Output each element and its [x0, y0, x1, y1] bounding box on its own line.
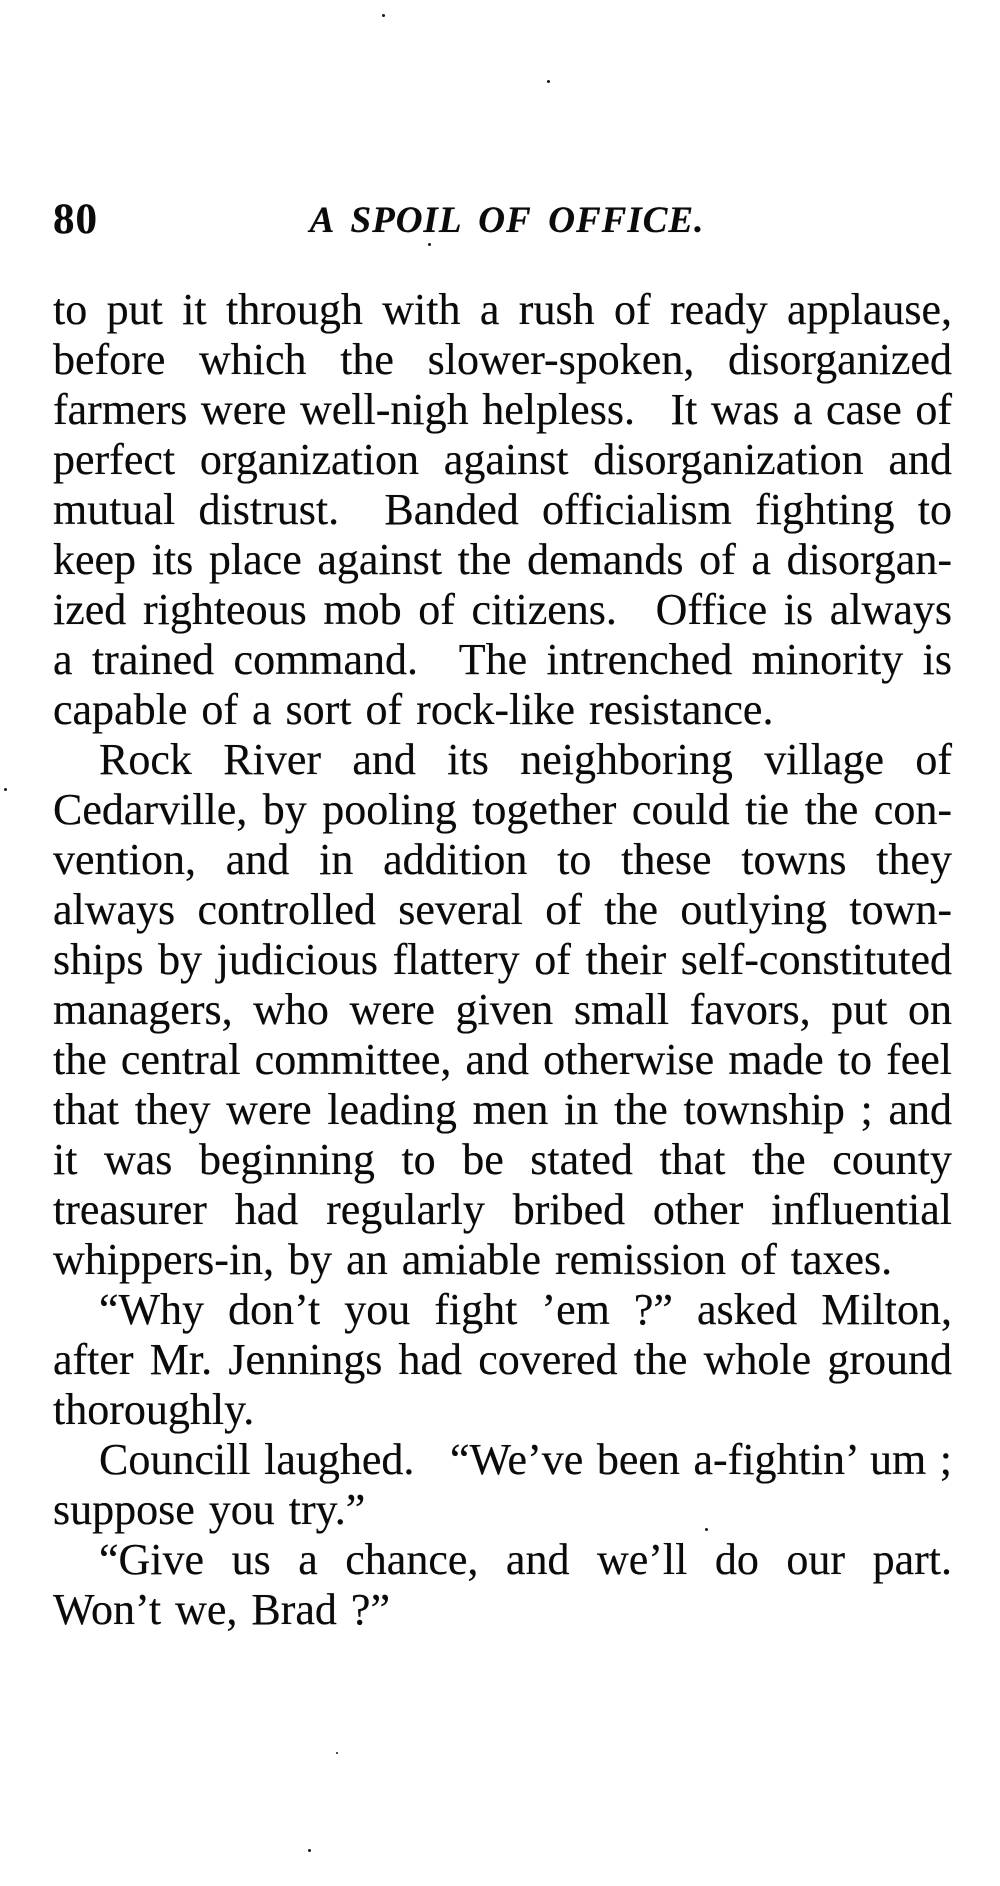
paragraph [53, 285, 952, 735]
page-number: 80 [53, 196, 98, 243]
text-line: “Give us a chance, and we’ll do our part. [99, 1535, 952, 1584]
text-line: ships by judicious flattery of their self-constituted [53, 935, 952, 984]
ink-speck [705, 1528, 708, 1531]
ink-speck [382, 14, 385, 17]
text-line: keep its place against the demands of a disorgan- [53, 535, 952, 584]
running-head [0, 196, 1000, 248]
text-line: ized righteous mob of citizens. Office is always [53, 585, 952, 634]
ink-speck [308, 1849, 311, 1852]
text-line: that they were leading men in the township ; and [53, 1085, 952, 1134]
paragraph [53, 735, 952, 1285]
text-line: thoroughly. [53, 1385, 255, 1434]
text-line: Won’t we, Brad ?” [53, 1585, 390, 1634]
text-line: farmers were well-nigh helpless. It was a case of [53, 385, 952, 434]
text-line: “Why don’t you fight ’em ?” asked Milton, [99, 1285, 952, 1334]
text-line: to put it through with a rush of ready applause, [53, 285, 952, 334]
text-line: after Mr. Jennings had covered the whole ground [53, 1335, 952, 1384]
text-line: a trained command. The intrenched minority is [53, 635, 952, 684]
paragraph [53, 1285, 952, 1435]
text-line: mutual distrust. Banded officialism fighting to [53, 485, 952, 534]
text-line: capable of a sort of rock-like resistance. [53, 685, 774, 734]
text-line: before which the slower-spoken, disorganized [53, 335, 952, 384]
text-line: always controlled several of the outlying town- [53, 885, 952, 934]
paragraph [53, 1435, 952, 1535]
text-line: suppose you try.” [53, 1485, 366, 1534]
ink-speck [428, 243, 431, 246]
ink-speck [336, 1752, 338, 1754]
running-title: A SPOIL OF OFFICE. [309, 200, 705, 241]
text-line: vention, and in addition to these towns they [53, 835, 952, 884]
paragraph [53, 1535, 952, 1635]
ink-speck [4, 788, 7, 791]
ink-speck [547, 80, 550, 83]
text-line: Rock River and its neighboring village of [99, 735, 952, 784]
text-line: Cedarville, by pooling together could tie the con- [53, 785, 952, 834]
text-block [53, 285, 952, 1635]
text-line: treasurer had regularly bribed other influential [53, 1185, 952, 1234]
text-line: it was beginning to be stated that the county [53, 1135, 952, 1184]
text-line: Councill laughed. “We’ve been a-fightin’ um ; [99, 1435, 952, 1484]
text-line: the central committee, and otherwise made to feel [53, 1035, 952, 1084]
text-line: perfect organization against disorganization and [53, 435, 952, 484]
text-line: whippers-in, by an amiable remission of taxes. [53, 1235, 893, 1284]
text-line: managers, who were given small favors, put on [53, 985, 952, 1034]
